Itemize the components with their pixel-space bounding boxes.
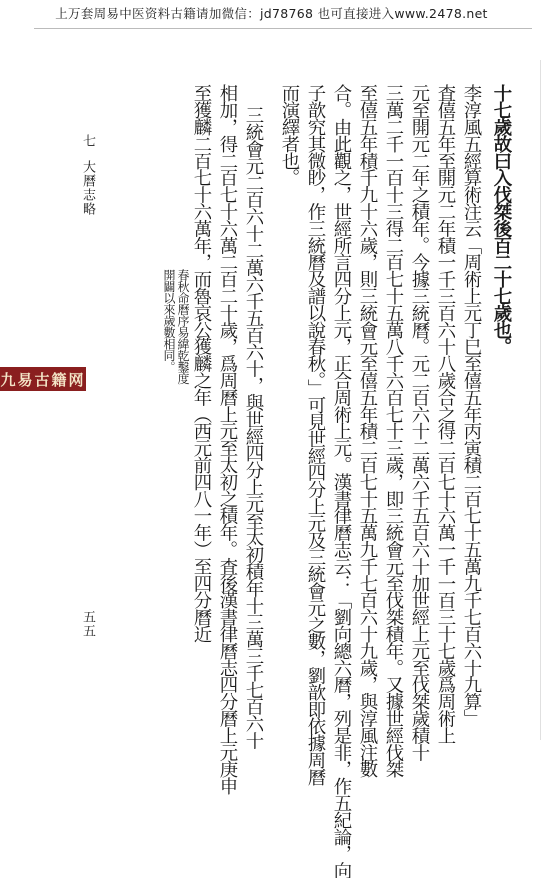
vertical-text-block	[86, 84, 516, 878]
text-column-11: 相加，得二百七十六萬二百二十歲，爲周曆上元至太初之積年。査後漢書律曆志四分曆上元庚申	[217, 84, 238, 794]
chapter-number: 七	[80, 134, 95, 148]
text-column-1: 十七歲故曰入伐桀後百二十七歲也。	[491, 84, 512, 355]
note-column-1: 春秋命曆序易緯乾鑿度	[176, 269, 190, 384]
note-column-2: 開闢以來歲數相同。	[162, 269, 176, 373]
page-top-rule	[34, 28, 532, 29]
text-column-2: 李淳風五經算術注云「周術上元丁巳至僖五年丙寅積二百七十五萬九千七百六十九算」	[461, 84, 482, 727]
text-column-8: 子歆究其微眇，作三統曆及譜以說春秋。」可見世經四分上元及三統會元之數，劉歆即依據周曆	[305, 84, 326, 785]
text-column-4: 元至開元二年之積年。今據三統曆。元二百六十二萬六千五百六十加世經上元至伐桀歲積十	[409, 84, 430, 760]
text-column-7: 合。由此觀之，世經所言四分上元，正合周術上元。漢書律曆志云：「劉向總六曆，列是非，作五紀論，向	[331, 84, 352, 878]
site-watermark-stamp: 九易古籍网	[0, 367, 86, 391]
download-banner: 上万套周易中医资料古籍请加微信：jd78768 也可直接进入www.2478.net	[55, 6, 488, 21]
text-column-10: 三統會元二百六十二萬六千五百六十，與世經四分上元至太初積年十三萬三千七百六十	[243, 106, 264, 749]
page-right-edge	[540, 60, 541, 740]
text-column-12: 至獲麟二百七十六萬年，而魯哀公獲麟之年（西元前四八一年）至四分曆近	[191, 84, 212, 642]
page-number: 五五	[80, 610, 95, 638]
book-title-margin: 大曆志略	[80, 160, 95, 216]
text-column-6: 至僖五年積千九十六歲，則三統會元至僖五年積二百七十五萬九千七百六十九歲，與淳風注數	[357, 84, 378, 777]
text-column-5: 三萬二千一百十三得二百七十五萬八千六百七十三歲，即三統會元至伐桀積年。又據世經伐桀	[383, 84, 404, 777]
text-column-3: 査僖五年至開元二年積一千三百六十八歲合之得二百七十六萬一千一百三十七歲爲周術上	[435, 84, 456, 744]
text-column-9: 而演繹者也。	[279, 84, 300, 186]
